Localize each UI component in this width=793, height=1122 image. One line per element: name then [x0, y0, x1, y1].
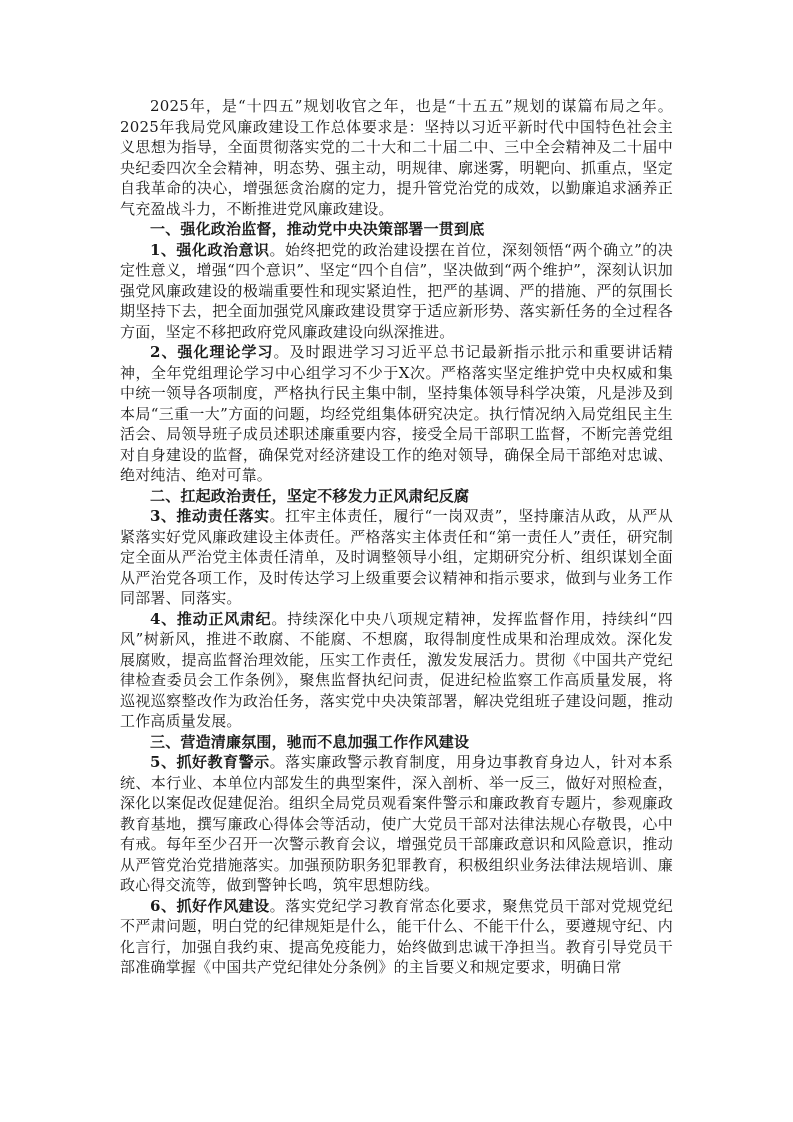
item-text-3: 。扛牢主体责任，履行“一岗双责”，坚持廉洁从政，从严从紧落实好党风廉政建设主体责任。严格落实主体责任和“第一责任人”责任，研究制定全面从严治党主体责任清单，及时调整领导小组，定期研究分析、组织谋划全面从严治党各项工作，及时传达学习上级重要会议精神和指示要求，做到与业务工作同部署、同落实。 — [120, 507, 673, 607]
item-paragraph-2 — [120, 342, 673, 486]
intro-paragraph: 2025年，是“十四五”规划收官之年，也是“十五五”规划的谋篇布局之年。2025年我局党风廉政建设工作总体要求是：坚持以习近平新时代中国特色社会主义思想为指导，全面贯彻落实党的二十大和二十届二中、三中全会精神及二十届中央纪委四次全会精神，明态势、强主动，明规律、廓迷雾，明靶向、抓重点，坚定自我革命的决心，增强惩贪治腐的定力，提升管党治党的成效，以勤廉追求涵养正气充盈战斗力，不断推进党风廉政建设。 — [120, 97, 673, 218]
item-text-1: 。始终把党的政治建设摆在首位，深刻领悟“两个确立”的决定性意义，增强“四个意识”、坚定“四个自信”，坚决做到“两个维护”，深刻认识加强党风廉政建设的极端重要性和现实紧迫性，把严的基调、严的措施、严的氛围长期坚持下去，把全面加强党风廉政建设贯穿于适应新形势、落实新任务的全过程各方面，坚定不移把政府党风廉政建设向纵深推进。 — [120, 240, 673, 341]
item-paragraph-3 — [120, 506, 673, 609]
item-lead-2: 2、强化理论学习 — [150, 343, 274, 361]
item-text-2: 。及时跟进学习习近平总书记最新指示批示和重要讲话精神，全年党组理论学习中心组学习不少于X次。严格落实坚定维护党中央权威和集中统一领导各项制度，严格执行民主集中制，坚持集体领导科学决策，凡是涉及到本局“三重一大”方面的问题，均经党组集体研究决定。执行情况纳入局党组民主生活会、局领导班子成员述职述廉重要内容，接受全局干部职工监督，不断完善党组对自身建设的监督，确保党对经济建设工作的绝对领导，确保全局干部绝对忠诚、绝对纯洁、绝对可靠。 — [120, 343, 673, 484]
item-paragraph-5 — [120, 752, 673, 896]
item-text-6: 。落实党纪学习教育常态化要求，聚焦党员干部对党规党纪不严肃问题，明白党的纪律规矩是什么，能干什么、不能干什么，要遵规守纪、内化言行，加强自我约束、提高免疫能力，始终做到忠诚干净担当。教育引导党员干部准确掌握《中国共产党纪律处分条例》的主旨要义和规定要求，明确日常 — [120, 896, 674, 976]
item-lead-6: 6、抓好作风建设 — [150, 896, 270, 915]
section-heading-2: 二、扛起政治责任，坚定不移发力正风肃纪反腐 — [150, 486, 470, 505]
document-body — [120, 96, 673, 978]
item-text-5: 。落实廉政警示教育制度，用身边事教育身边人，针对本系统、本行业、本单位内部发生的典型案件，深入剖析、举一反三，做好对照检查，深化以案促改促建促治。组织全局党员观看案件警示和廉政教育专题片，参观廉政教育基地，撰写廉政心得体会等活动，使广大党员干部对法律法规心存敬畏，心中有戒。每年至少召开一次警示教育会议，增强党员干部廉政意识和风险意识，推动从严管党治党措施落实。加强预防职务犯罪教育，积极组织业务法律法规培训、廉政心得交流等，做到警钟长鸣，筑牢思想防线。 — [120, 753, 674, 894]
item-paragraph-1 — [120, 240, 673, 343]
item-paragraph-4 — [120, 609, 673, 732]
item-lead-5: 5、抓好教育警示 — [150, 753, 270, 771]
item-lead-4: 4、推动正风肃纪 — [150, 609, 272, 628]
item-text-4: 。持续深化中央八项规定精神，发挥监督作用，持续纠“四风”树新风，推进不敢腐、不能腐、不想腐，取得制度性成果和治理成效。深化发展腐败，提高监督治理效能，压实工作责任，激发发展活力。贯彻《中国共产党纪律检查委员会工作条例》，聚焦监督执纪问责，促进纪检监察工作高质量发展，将巡视巡察整改作为政治任务，落实党中央决策部署，解决党组班子建设问题，推动工作高质量发展。 — [120, 609, 673, 730]
section-heading-3: 三、营造清廉氛围，驰而不息加强工作作风建设 — [150, 732, 470, 751]
item-lead-1: 1、强化政治意识 — [150, 240, 270, 259]
item-lead-3: 3、推动责任落实 — [150, 507, 270, 525]
section-heading-1: 一、强化政治监督，推动党中央决策部署一贯到底 — [150, 220, 485, 238]
item-paragraph-6 — [120, 896, 673, 978]
